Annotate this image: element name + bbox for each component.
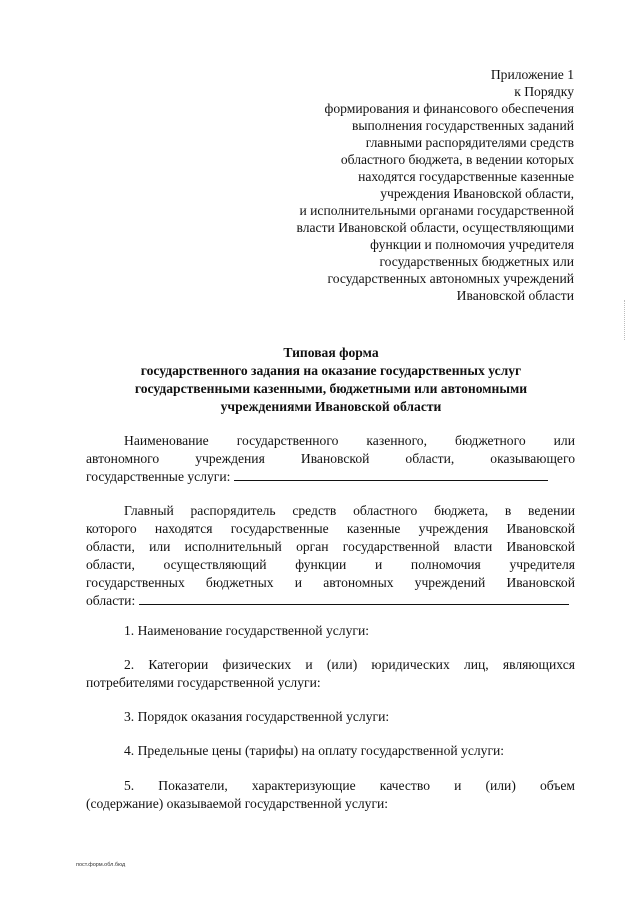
- paragraph-line: [86, 468, 575, 486]
- section-item-1: [86, 622, 575, 640]
- section-item-4: [86, 742, 575, 760]
- appendix-line: и исполнительными органами государственной: [299, 203, 574, 218]
- appendix-line: учреждения Ивановской области,: [380, 186, 574, 201]
- appendix-line: государственных автономных учреждений: [327, 271, 574, 286]
- item-line: 3. Порядок оказания государственной услуги:: [124, 709, 390, 724]
- paragraph-line: области, осуществляющий функции и полномочия учредителя: [86, 557, 575, 572]
- appendix-line: главными распорядителями средств: [365, 135, 574, 150]
- title-line: государственного задания на оказание государственных услуг: [140, 363, 522, 378]
- paragraph-line: автономного учреждения Ивановской области, оказывающего: [86, 451, 575, 466]
- paragraph-line: области, или исполнительный орган государственной власти Ивановской: [86, 539, 575, 554]
- section-item-5: [86, 777, 575, 813]
- fill-in-blank: [234, 468, 548, 481]
- paragraph-line: [86, 592, 575, 610]
- paragraph-line: Наименование государственного казенного, бюджетного или: [124, 433, 575, 448]
- item-line: потребителями государственной услуги:: [86, 675, 321, 690]
- section-item-2: [86, 656, 575, 692]
- title-line: учреждениями Ивановской области: [220, 399, 442, 414]
- appendix-header: [244, 66, 574, 304]
- paragraph-line: Главный распорядитель средств областного бюджета, в ведении: [124, 503, 575, 518]
- paragraph-line: которого находятся государственные казенные учреждения Ивановской: [86, 521, 575, 536]
- fill-in-blank: [139, 592, 569, 605]
- appendix-line: выполнения государственных заданий: [351, 118, 574, 133]
- title-line: государственными казенными, бюджетными или автономными: [134, 381, 528, 396]
- document-title: [86, 344, 576, 416]
- item-line: 4. Предельные цены (тарифы) на оплату государственной услуги:: [124, 743, 505, 758]
- appendix-line: Ивановской области: [456, 288, 574, 303]
- institution-name-paragraph: [86, 432, 575, 486]
- appendix-line: функции и полномочия учредителя: [370, 237, 574, 252]
- footer-filename: пост.форм.обл.бюд: [76, 862, 126, 868]
- appendix-line: формирования и финансового обеспечения: [324, 101, 574, 116]
- main-administrator-paragraph: [86, 502, 575, 610]
- appendix-line: Приложение 1: [490, 67, 574, 82]
- item-line: (содержание) оказываемой государственной услуги:: [86, 796, 389, 811]
- section-item-3: [86, 708, 575, 726]
- item-line: 2. Категории физических и (или) юридических лиц, являющихся: [124, 657, 575, 672]
- appendix-line: находятся государственные казенные: [358, 169, 574, 184]
- paragraph-line: государственных бюджетных и автономных учреждений Ивановской: [86, 575, 575, 590]
- field-label: области:: [86, 593, 136, 608]
- item-line: 1. Наименование государственной услуги:: [124, 623, 369, 638]
- field-label: государственные услуги:: [86, 469, 231, 484]
- title-line: Типовая форма: [283, 345, 379, 360]
- scan-artifact: [624, 300, 627, 340]
- appendix-line: к Порядку: [514, 84, 574, 99]
- appendix-line: власти Ивановской области, осуществляющими: [296, 220, 574, 235]
- appendix-line: областного бюджета, в ведении которых: [340, 152, 574, 167]
- appendix-line: государственных бюджетных или: [379, 254, 574, 269]
- item-line: 5. Показатели, характеризующие качество и (или) объем: [124, 778, 575, 793]
